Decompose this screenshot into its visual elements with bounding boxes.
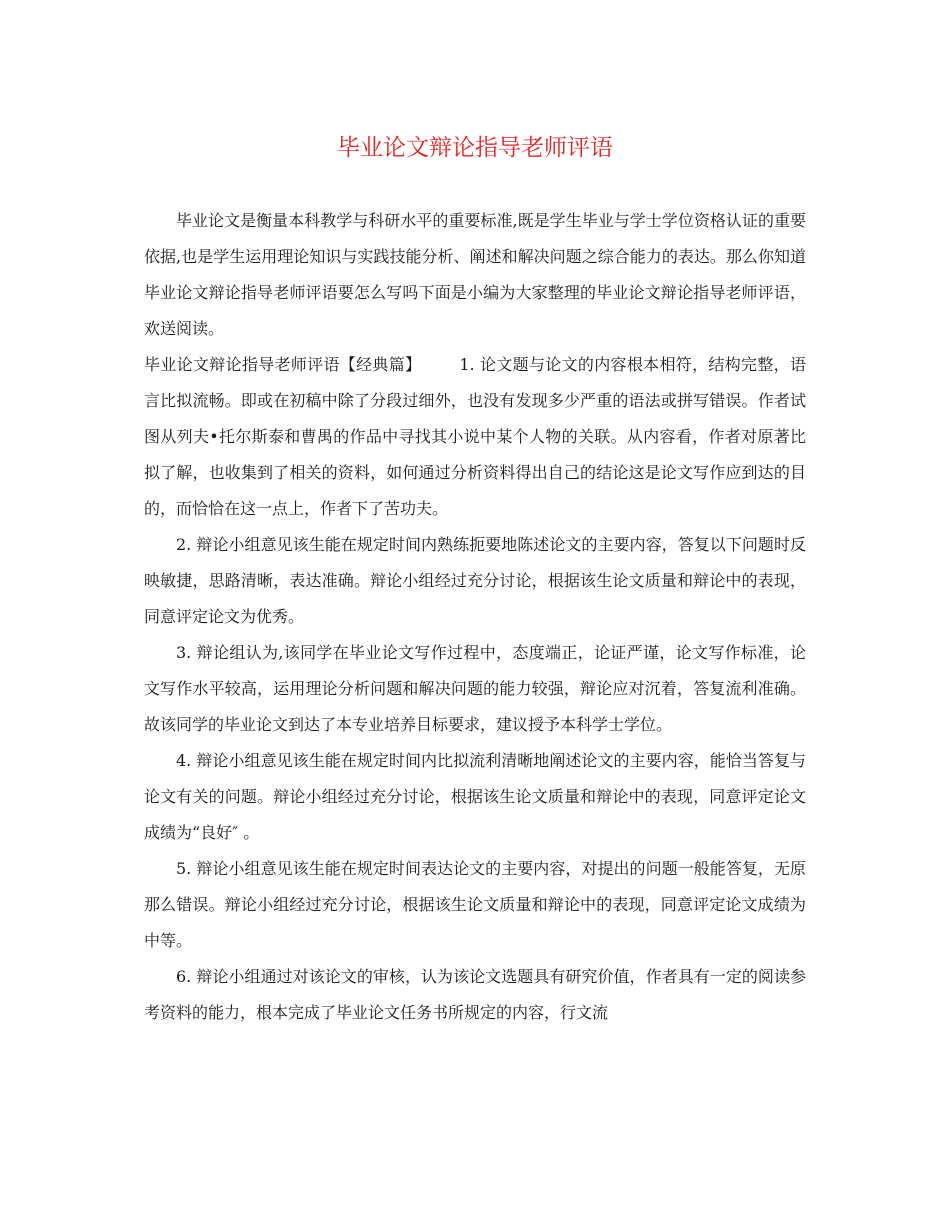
comment-item-2: 2. 辩论小组意见该生能在规定时间内熟练扼要地陈述论文的主要内容，答复以下问题时反映敏捷，思路清晰，表达准确。辩论小组经过充分讨论，根据该生论文质量和辩论中的表现，同意评定论文为优秀。 [144,535,806,626]
comment-item-4: 4. 辩论小组意见该生能在规定时间内比拟流利清晰地阐述论文的主要内容，能恰当答复与论文有关的问题。辩论小组经过充分讨论，根据该生论文质量和辩论中的表现，同意评定论文成绩为“良好″ 。 [144,751,806,842]
section-heading: 毕业论文辩论指导老师评语【经典篇】 [144,355,422,374]
document-body [144,203,806,1031]
comment-item-6: 6. 辩论小组通过对该论文的审核，认为该论文选题具有研究价值，作者具有一定的阅读参考资料的能力，根本完成了毕业论文任务书所规定的内容，行文流 [144,967,806,1022]
intro-paragraph: 毕业论文是衡量本科教学与科研水平的重要标准,既是学生毕业与学士学位资格认证的重要依据,也是学生运用理论知识与实践技能分析、阐述和解决问题之综合能力的表达。那么你知道毕业论文辩论指导老师评语要怎么写吗下面是小编为大家整理的毕业论文辩论指导老师评语，欢送阅读。 [144,211,806,338]
comment-item-3: 3. 辩论组认为,该同学在毕业论文写作过程中，态度端正，论证严谨，论文写作标准，论文写作水平较高，运用理论分析问题和解决问题的能力较强，辩论应对沉着，答复流利准确。故该同学的毕业论文到达了本专业培养目标要求，建议授予本科学士学位。 [144,643,806,734]
comment-item-5: 5. 辩论小组意见该生能在规定时间表达论文的主要内容，对提出的问题一般能答复，无原那么错误。辩论小组经过充分讨论，根据该生论文质量和辩论中的表现，同意评定论文成绩为中等。 [144,859,806,950]
section-paragraph [144,347,806,527]
comment-item-1: 1. 论文题与论文的内容根本相符，结构完整，语言比拟流畅。即或在初稿中除了分段过细外，也没有发现多少严重的语法或拼写错误。作者试图从列夫•托尔斯泰和曹禺的作品中寻找其小说中某个人物的关联。从内容看，作者对原著比拟了解，也收集到了相关的资料，如何通过分析资料得出自己的结论这是论文写作应到达的目的，而恰恰在这一点上，作者下了苦功夫。 [144,355,806,518]
document-title: 毕业论文辩论指导老师评语 [337,135,613,161]
